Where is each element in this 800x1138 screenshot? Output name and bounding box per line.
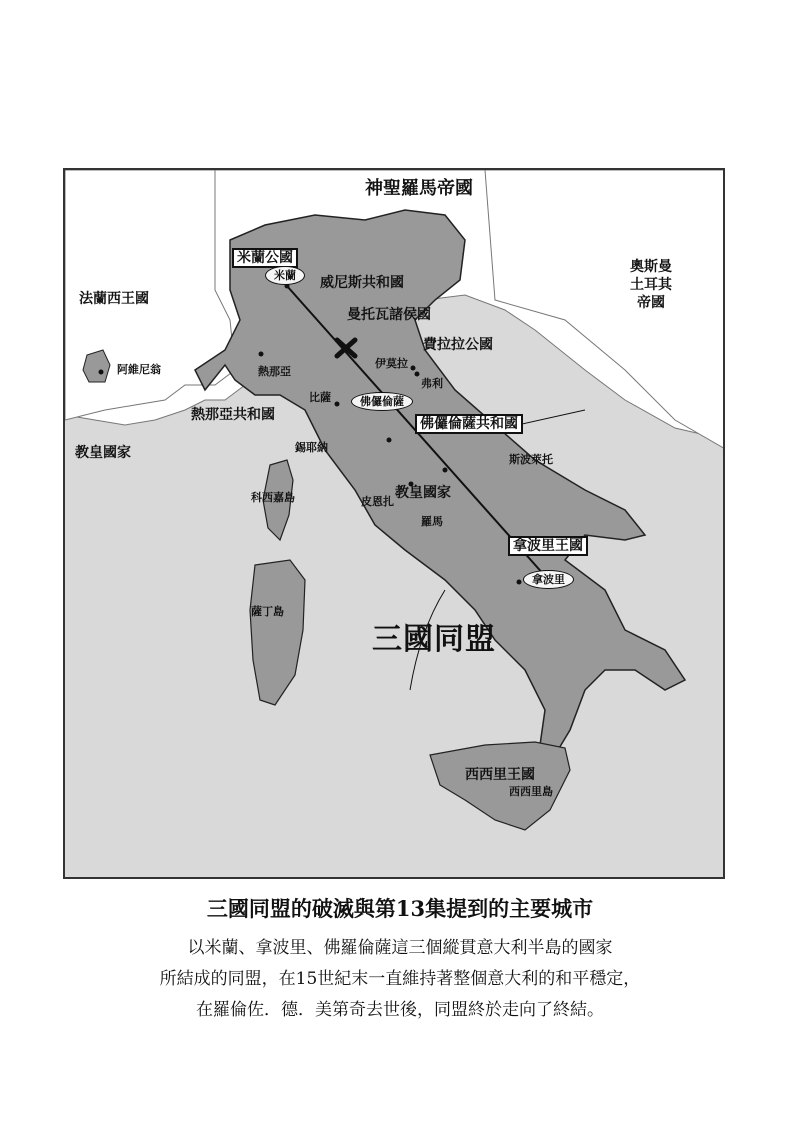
- caption: [0, 893, 800, 1026]
- label-city-florence: 佛儸倫薩: [351, 392, 413, 411]
- label-papal-states: 教皇國家: [395, 485, 451, 501]
- label-corsica: 科西嘉島: [251, 491, 295, 504]
- label-ottoman-3: 帝國: [637, 295, 665, 311]
- label-city-pisa: 比薩: [309, 391, 331, 404]
- label-florence-republic: 佛儸倫薩共和國: [415, 414, 523, 434]
- label-ferrara: 費拉拉公國: [423, 337, 493, 353]
- label-sardinia: 薩丁島: [251, 605, 284, 618]
- caption-line-3: 在羅倫佐．德．美第奇去世後，同盟終於走向了終結。: [196, 1000, 604, 1020]
- caption-title: 三國同盟的破滅與第13集提到的主要城市: [206, 896, 594, 921]
- label-city-rome: 羅馬: [421, 515, 443, 528]
- label-sicily-kingdom: 西西里王國: [465, 767, 535, 783]
- label-papal-states-left: 教皇國家: [75, 445, 131, 461]
- label-city-forli: 弗利: [421, 377, 443, 390]
- label-ottoman-1: 奧斯曼: [630, 259, 672, 275]
- label-naples-kingdom: 拿波里王國: [508, 536, 588, 556]
- label-milan-duchy: 米蘭公國: [232, 248, 298, 268]
- label-ottoman-2: 土耳其: [630, 277, 672, 293]
- caption-line-1: 以米蘭、拿波里、佛羅倫薩這三個縱貫意大利半島的國家: [187, 938, 613, 958]
- label-triple-alliance: 三國同盟: [372, 622, 496, 657]
- caption-line-2: 所結成的同盟，在15世紀末一直維持著整個意大利的和平穩定，: [159, 969, 641, 989]
- label-venice: 威尼斯共和國: [320, 275, 404, 291]
- label-city-siena: 錫耶納: [295, 441, 328, 454]
- label-france: 法蘭西王國: [79, 291, 149, 307]
- label-city-avignon: 阿維尼翁: [117, 363, 161, 376]
- label-city-milan: 米蘭: [265, 266, 305, 285]
- label-city-spoleto: 斯波萊托: [509, 453, 553, 466]
- label-city-naples: 拿波里: [523, 570, 574, 589]
- label-holy-roman-empire: 神聖羅馬帝國: [365, 178, 473, 199]
- label-mantua: 曼托瓦諸侯國: [347, 307, 431, 323]
- sardinia-island: [250, 560, 305, 705]
- label-genoa-republic: 熱那亞共和國: [191, 407, 275, 423]
- label-city-imola: 伊莫拉: [375, 357, 408, 370]
- label-city-pienza: 皮恩扎: [361, 495, 394, 508]
- label-city-sicily-island: 西西里島: [509, 785, 553, 798]
- label-city-genoa: 熱那亞: [258, 365, 291, 378]
- italy-map: [63, 168, 725, 879]
